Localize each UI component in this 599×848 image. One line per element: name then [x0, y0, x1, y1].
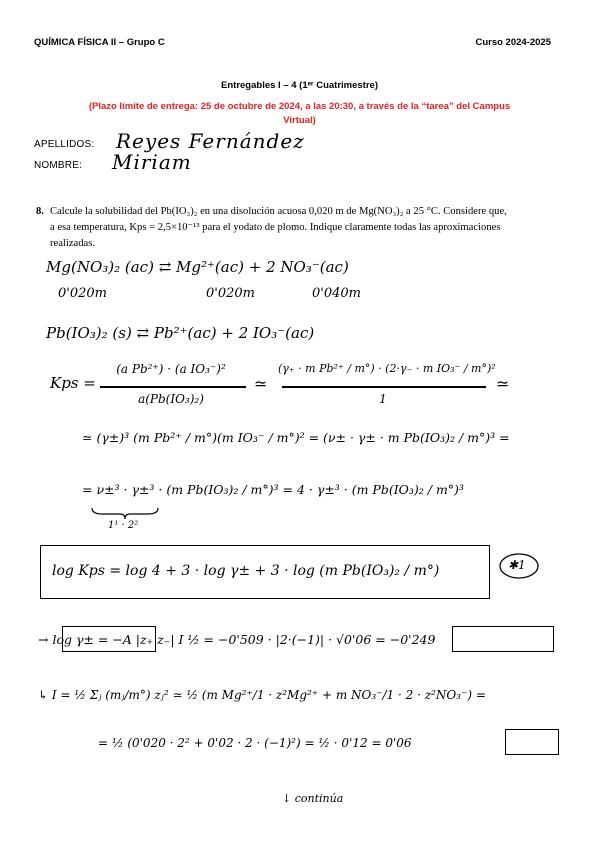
ionic-strength-line-1: ↳ I = ½ Σⱼ (mⱼ/m°) zⱼ² ≃ ½ (m Mg²⁺/1 · z²Mg²⁺ + m NO₃⁻/1 · 2 · z²NO₃⁻) = [38, 688, 486, 702]
activity-line-3: ≃ (γ±)³ (m Pb²⁺ / m°)(m IO₃⁻ / m°)² = (ν± · γ± · m Pb(IO₃)₂ / m°)³ = [82, 430, 510, 445]
deadline-line-2: Virtual) [283, 115, 316, 126]
star-note: ✱1 [508, 558, 526, 572]
kps-lhs: Kps = [50, 374, 96, 392]
surname-value: Reyes Fernández [116, 129, 305, 153]
dissociation-mg: Mg(NO₃)₂ (ac) ⇄ Mg²⁺(ac) + 2 NO₃⁻(ac) [46, 258, 349, 276]
course-year: Curso 2024-2025 [475, 37, 551, 48]
surname-label: APELLIDOS: [34, 139, 95, 150]
log-gamma-box [62, 626, 156, 652]
problem-line-3: realizadas. [50, 238, 95, 249]
kps-frac-bar [100, 386, 246, 388]
boxed-equation: log Kps = log 4 + 3 · log γ± + 3 · log (m Pb(IO₃)₂ / m°) [52, 563, 440, 579]
ionic-strength-line-2: = ½ (0'020 · 2² + 0'02 · 2 · (−1)²) = ½ · 0'12 = 0'06 [98, 736, 412, 750]
activity-line-4: = ν±³ · γ±³ · (m Pb(IO₃)₂ / m°)³ = 4 · γ±³ · (m Pb(IO₃)₂ / m°)³ [82, 482, 464, 497]
problem-line-1: Calcule la solubilidad del Pb(IO₃)₂ en una disolución acuosa 0,020 m de Mg(NO₃)₂ a 25 °C. Considere que, [50, 206, 507, 217]
kps-rhs-bar [282, 386, 486, 388]
deliverable-title: Entregables I – 4 (1ᵉʳ Cuatrimestre) [221, 80, 378, 91]
underbrace-note: 1¹ · 2² [108, 520, 139, 531]
log-gamma-result-box [452, 626, 554, 652]
name-label: NOMBRE: [34, 160, 83, 171]
name-value: Miriam [112, 150, 192, 174]
problem-number: 8. [36, 206, 44, 217]
conc-mg-no3: 0'020m [58, 286, 107, 301]
continues-note: ↓ continúa [282, 792, 344, 805]
approx-sign-1: ≃ [254, 374, 268, 393]
underbrace [90, 506, 160, 520]
log-gamma-equation: → log γ± = −A |z₊ z₋| I ½ = −0'509 · |2·(−1)| · √0'06 = −0'249 [38, 632, 436, 647]
deadline-line-1: (Plazo límite de entrega: 25 de octubre de 2024, a las 20:30, a través de la “tarea” del Campus [88, 101, 511, 112]
kps-rhs-num: (γ₊ · m Pb²⁺ / m°) · (2·γ₋ · m IO₃⁻ / m°)² [278, 362, 496, 375]
approx-sign-2: ≃ [496, 374, 510, 393]
conc-no3: 0'040m [312, 286, 361, 301]
course-header: QUÍMICA FÍSICA II – Grupo C [34, 37, 165, 48]
problem-line-2: a esa temperatura, Kps = 2,5×10⁻¹³ para el yodato de plomo. Indique claramente todas las aproximaciones [50, 222, 501, 233]
kps-rhs-den: 1 [379, 392, 387, 406]
kps-frac-den: a(Pb(IO₃)₂) [138, 392, 204, 406]
kps-frac-num: (a Pb²⁺) · (a IO₃⁻)² [116, 362, 226, 376]
ionic-strength-result-box [505, 729, 559, 755]
dissociation-pb: Pb(IO₃)₂ (s) ⇄ Pb²⁺(ac) + 2 IO₃⁻(ac) [46, 324, 315, 342]
conc-mg: 0'020m [206, 286, 255, 301]
